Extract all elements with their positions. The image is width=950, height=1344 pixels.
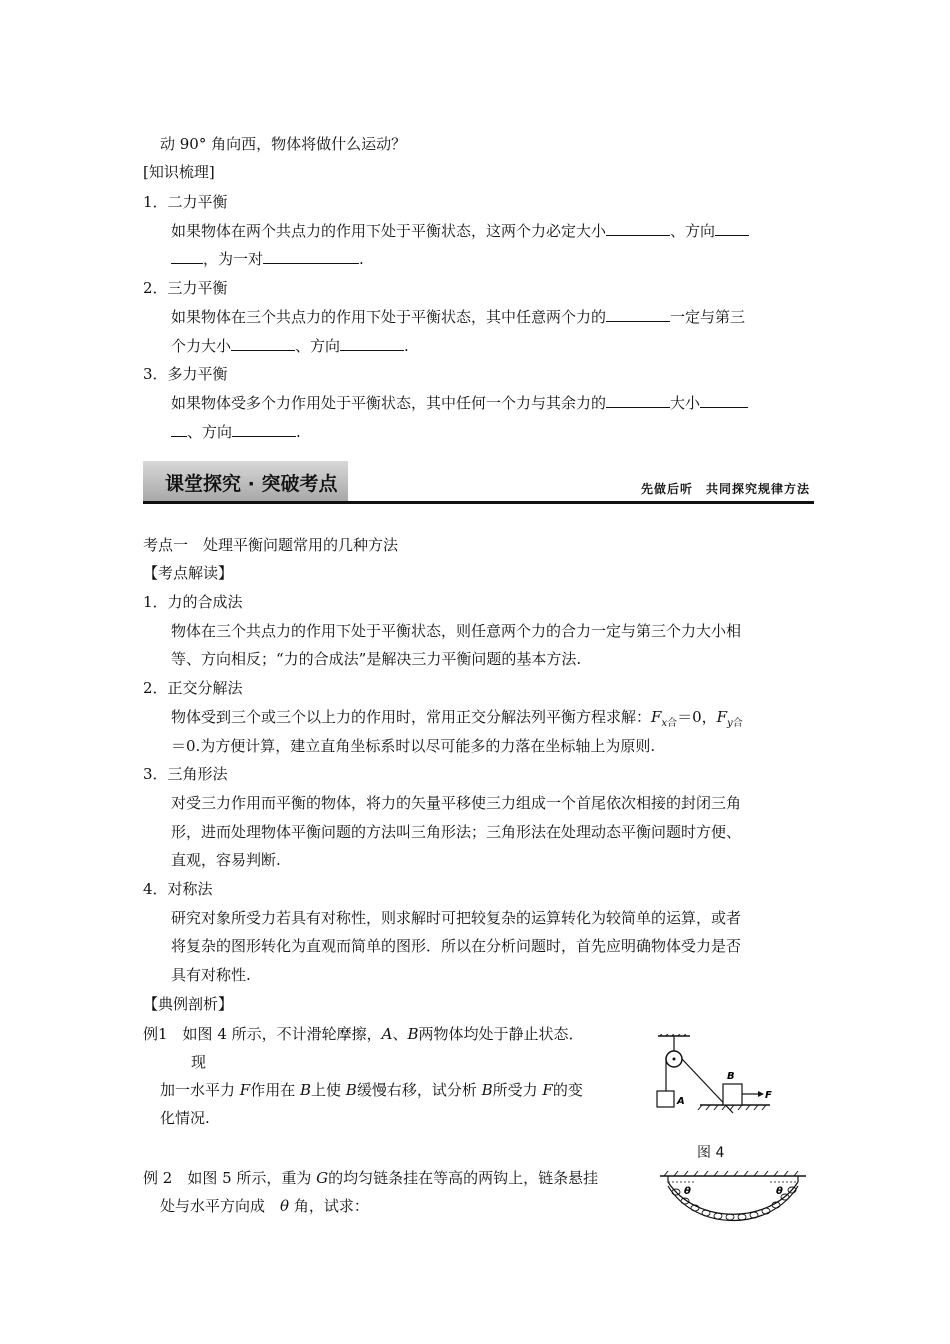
figure-4-block-b [690,1060,790,1140]
banner-rule [143,501,814,504]
kaodian-title: 考点一 处理平衡问题常用的几种方法 [143,536,399,554]
blank[interactable] [606,307,670,322]
method-4-line1: 研究对象所受力若具有对称性，则求解时可把较复杂的运算转化为较简单的运算，或者 [171,909,742,927]
intro-line: 动 90° 角向西，物体将做什么运动？ [160,135,407,153]
knowledge-heading: [知识梳理] [143,163,215,181]
knowledge-1-line1: 如果物体在两个共点力的作用下处于平衡状态，这两个力必定大小 、方向 [171,221,749,241]
banner-subtitle: 先做后听 共同探究规律方法 [640,482,810,496]
knowledge-2-line1: 如果物体在三个共点力的作用下处于平衡状态，其中任意两个力的 一定与第三 [171,308,746,326]
banner-title: 课堂探究 · 突破考点 [165,473,338,495]
example-1-line2: 现 [191,1053,207,1071]
knowledge-2-line2: 个力大小 、方向 . [171,337,409,355]
method-2-title: 2．正交分解法 [143,679,243,697]
method-2-line1: 物体受到三个或三个以上力的作用时，常用正交分解法列平衡方程求解：$F_{x合}=0$，$F_{y合}$ [171,708,743,729]
example-1-line1: 例1 如图 4 所示，不计滑轮摩擦，A、B两物体均处于静止状态． [143,1025,584,1043]
method-3-line3: 直观，容易判断. [171,851,281,869]
example-2-line2: 处与水平方向成 θ 角，试求： [160,1197,369,1215]
knowledge-3-line2: 、方向 . [171,422,301,442]
method-4-title: 4．对称法 [143,880,213,898]
blank[interactable] [231,336,295,351]
method-4-line3: 具有对称性. [171,966,251,984]
blank[interactable] [606,393,670,408]
knowledge-2-title: 2．三力平衡 [143,279,228,297]
method-1-line1: 物体在三个共点力的作用下处于平衡状态，则任意两个力的合力一定与第三个力大小相 [171,622,742,640]
blank[interactable] [263,249,359,264]
blank[interactable] [340,336,404,351]
example-2-label: 例 2 [143,1169,173,1187]
knowledge-3-title: 3．多力平衡 [143,365,228,383]
fig5-theta-left: θ [684,1186,691,1197]
examples-heading: 【典例剖析】 [143,995,234,1013]
example-1-label: 例1 [143,1025,168,1043]
knowledge-3-line1: 如果物体受多个力作用处于平衡状态，其中任何一个力与其余力的 大小 [171,393,748,413]
method-1-line2: 等、方向相反；“力的合成法”是解决三力平衡问题的基本方法. [171,650,582,668]
section-banner [143,461,814,507]
method-3-line2: 形，进而处理物体平衡问题的方法叫三角形法；三角形法在处理动态平衡问题时方便、 [171,823,742,841]
example-1-line3: 加一水平力 F作用在 B上使 B缓慢右移，试分析 B所受力 F的变 [160,1081,583,1099]
fig4-label-b: B [727,1071,735,1082]
example-2-line1: 例 2 如图 5 所示，重为 G的均匀链条挂在等高的两钩上，链条悬挂 [143,1169,599,1187]
kaodian-jiedu: 【考点解读】 [143,564,234,582]
blank[interactable] [171,249,203,264]
blank[interactable] [171,422,187,437]
method-3-line1: 对受三力作用而平衡的物体，将力的矢量平移使三力组成一个首尾依次相接的封闭三角 [171,794,742,812]
method-2-line2: ＝0.为方便计算，建立直角坐标系时以尽可能多的力落在坐标轴上为原则. [171,737,656,755]
method-3-title: 3．三角形法 [143,765,228,783]
method-4-line2: 将复杂的图形转化为直观而简单的图形．所以在分析问题时，首先应明确物体受力是否 [171,937,742,955]
knowledge-1-title: 1．二力平衡 [143,193,228,211]
blank[interactable] [606,221,670,236]
figure-5-chain-diagram [656,1170,812,1242]
blank[interactable] [232,422,296,437]
example-1-line4: 化情况. [160,1109,210,1127]
fig5-theta-right: θ [776,1186,783,1197]
blank[interactable] [700,393,748,408]
fig4-label-f: F [765,1090,772,1101]
method-1-title: 1．力的合成法 [143,593,243,611]
blank[interactable] [715,221,749,236]
fig4-label-a: A [677,1096,685,1107]
knowledge-1-line2: ，为一对 . [171,249,364,269]
figure-4-caption: 图 4 [697,1145,725,1161]
